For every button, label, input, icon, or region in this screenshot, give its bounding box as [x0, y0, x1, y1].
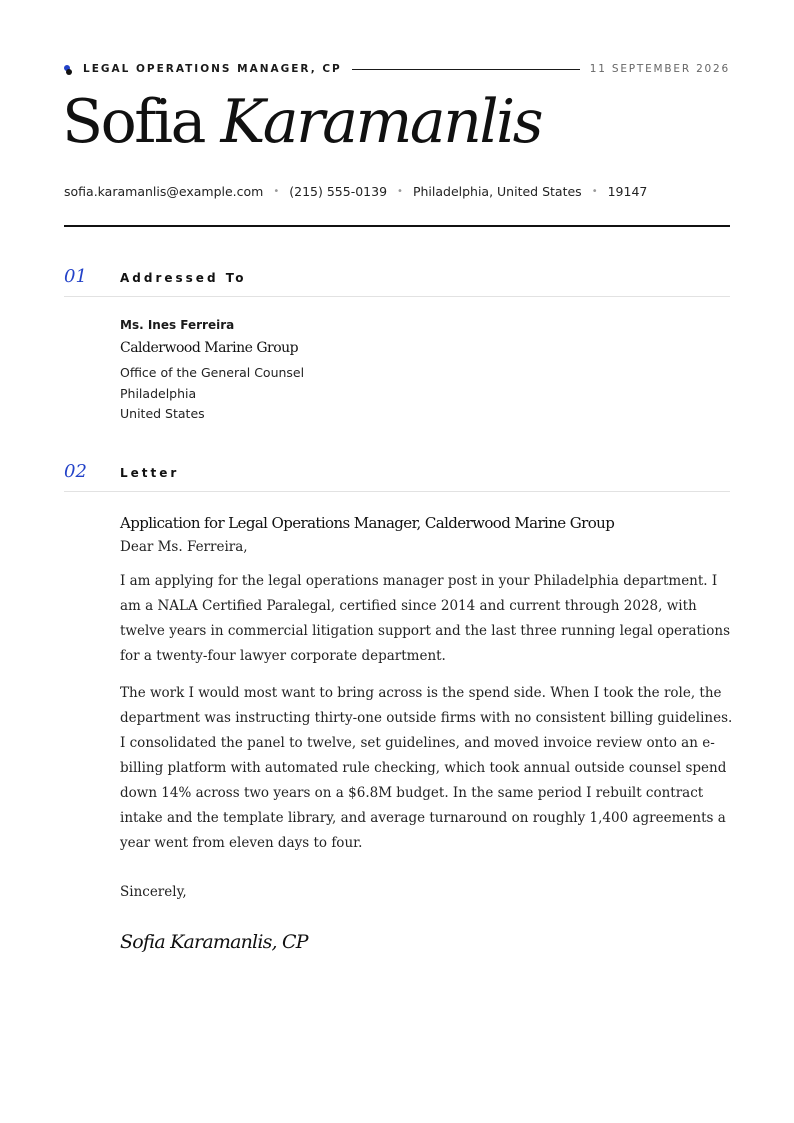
letter-closing: Sincerely,: [120, 884, 187, 900]
header-topline: [64, 61, 730, 77]
last-name: Karamanlis: [220, 87, 542, 157]
recipient-country: United States: [120, 406, 205, 421]
letter-signature: Sofia Karamanlis, CP: [120, 931, 308, 953]
contact-location: Philadelphia, United States: [412, 184, 582, 199]
bullet-dots-icon: [64, 62, 74, 76]
recipient-department: Office of the General Counsel: [120, 365, 305, 380]
contact-separator: •: [273, 186, 280, 197]
section-number: 01: [64, 266, 87, 287]
section-title: Letter: [120, 466, 180, 480]
applicant-name: [62, 87, 542, 157]
contact-postal-code: 19147: [607, 184, 648, 199]
letter-subject: Application for Legal Operations Manager, Calderwood Marine Group: [120, 514, 615, 532]
contact-email[interactable]: sofia.karamanlis@example.com: [64, 184, 264, 199]
letter-greeting: Dear Ms. Ferreira,: [120, 539, 248, 555]
letter-paragraph: I am applying for the legal operations manager post in your Philadelphia department. I am a NALA Certified Paralegal, certified since 2014 and current through 2028, with twelve years in commercial litigation support and the last three running legal operations for a twenty-four lawyer corporate department.: [120, 573, 731, 664]
section-title: Addressed To: [120, 271, 247, 285]
recipient-organization: Calderwood Marine Group: [120, 340, 299, 356]
section-header-letter: [64, 461, 730, 492]
section-number: 02: [64, 461, 87, 482]
letter-paragraph: The work I would most want to bring across is the spend side. When I took the role, the department was instructing thirty-one outside firms with no consistent billing guidelines. I consolidated the panel to twelve, set guidelines, and moved invoice review onto an e-billing platform with automated rule checking, which took annual outside counsel spend down 14% across two years on a $6.8M budget. In the same period I rebuilt contract intake and the template library, and average turnaround on roughly 1,400 agreements a year went from eleven days to four.: [120, 685, 733, 851]
job-title-eyebrow: LEGAL OPERATIONS MANAGER, CP: [83, 63, 342, 75]
recipient-name: Ms. Ines Ferreira: [120, 318, 235, 332]
letter-body: [120, 513, 734, 953]
black-dot-icon: [66, 69, 72, 75]
section-header-addressed: [64, 266, 730, 297]
contact-phone[interactable]: (215) 555-0139: [289, 184, 388, 199]
recipient-city: Philadelphia: [120, 385, 197, 401]
header-divider: [352, 69, 580, 70]
recipient-block: [120, 318, 720, 425]
letter-date: 11 SEPTEMBER 2026: [589, 63, 730, 75]
header-rule: [64, 225, 730, 227]
contact-separator: •: [397, 186, 403, 197]
contact-line: [64, 184, 647, 199]
contact-separator: •: [591, 186, 598, 197]
first-name: Sofia: [62, 87, 204, 157]
